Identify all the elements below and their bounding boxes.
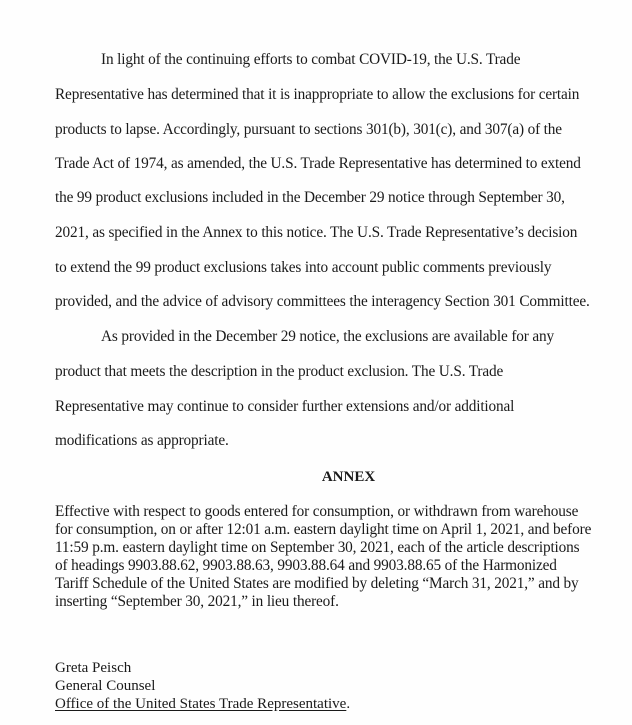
paragraph-line: modifications as appropriate.	[55, 432, 229, 449]
paragraph-line: the 99 product exclusions included in the December 29 notice through September 30,	[55, 189, 565, 206]
signatory-title: General Counsel	[55, 678, 156, 694]
annex-line: for consumption, on or after 12:01 a.m. eastern daylight time on April 1, 2021, and before	[55, 521, 592, 538]
signatory-name: Greta Peisch	[55, 660, 132, 676]
annex-line: 11:59 p.m. eastern daylight time on September 30, 2021, each of the article descriptions	[55, 539, 580, 556]
signatory-office	[55, 695, 350, 713]
paragraph-line: In light of the continuing efforts to combat COVID-19, the U.S. Trade	[101, 51, 521, 68]
paragraph-line: As provided in the December 29 notice, the exclusions are available for any	[101, 328, 555, 345]
annex-heading: ANNEX	[321, 469, 376, 485]
paragraph-line: Representative may continue to consider further extensions and/or additional	[55, 398, 515, 415]
paragraph-line: product that meets the description in the product exclusion. The U.S. Trade	[55, 363, 504, 380]
paragraph-line: provided, and the advice of advisory committees the interagency Section 301 Committee.	[55, 293, 590, 310]
paragraph-line: 2021, as specified in the Annex to this notice. The U.S. Trade Representative’s decision	[55, 224, 578, 241]
paragraph-line: Trade Act of 1974, as amended, the U.S. Trade Representative has determined to extend	[55, 155, 581, 172]
annex-line: of headings 9903.88.62, 9903.88.63, 9903.88.64 and 9903.88.65 of the Harmonized	[55, 557, 557, 574]
office-name-underlined: Office of the United States Trade Representative	[55, 696, 347, 712]
paragraph-line: to extend the 99 product exclusions takes into account public comments previously	[55, 259, 552, 276]
annex-line: Tariff Schedule of the United States are modified by deleting “March 31, 2021,” and by	[55, 575, 579, 592]
annex-line: Effective with respect to goods entered for consumption, or withdrawn from warehouse	[55, 503, 579, 520]
office-trailing-period: .	[346, 696, 351, 712]
paragraph-line: products to lapse. Accordingly, pursuant to sections 301(b), 301(c), and 307(a) of the	[55, 121, 562, 138]
annex-line: inserting “September 30, 2021,” in lieu thereof.	[55, 593, 339, 610]
paragraph-line: Representative has determined that it is inappropriate to allow the exclusions for certain	[55, 86, 580, 103]
